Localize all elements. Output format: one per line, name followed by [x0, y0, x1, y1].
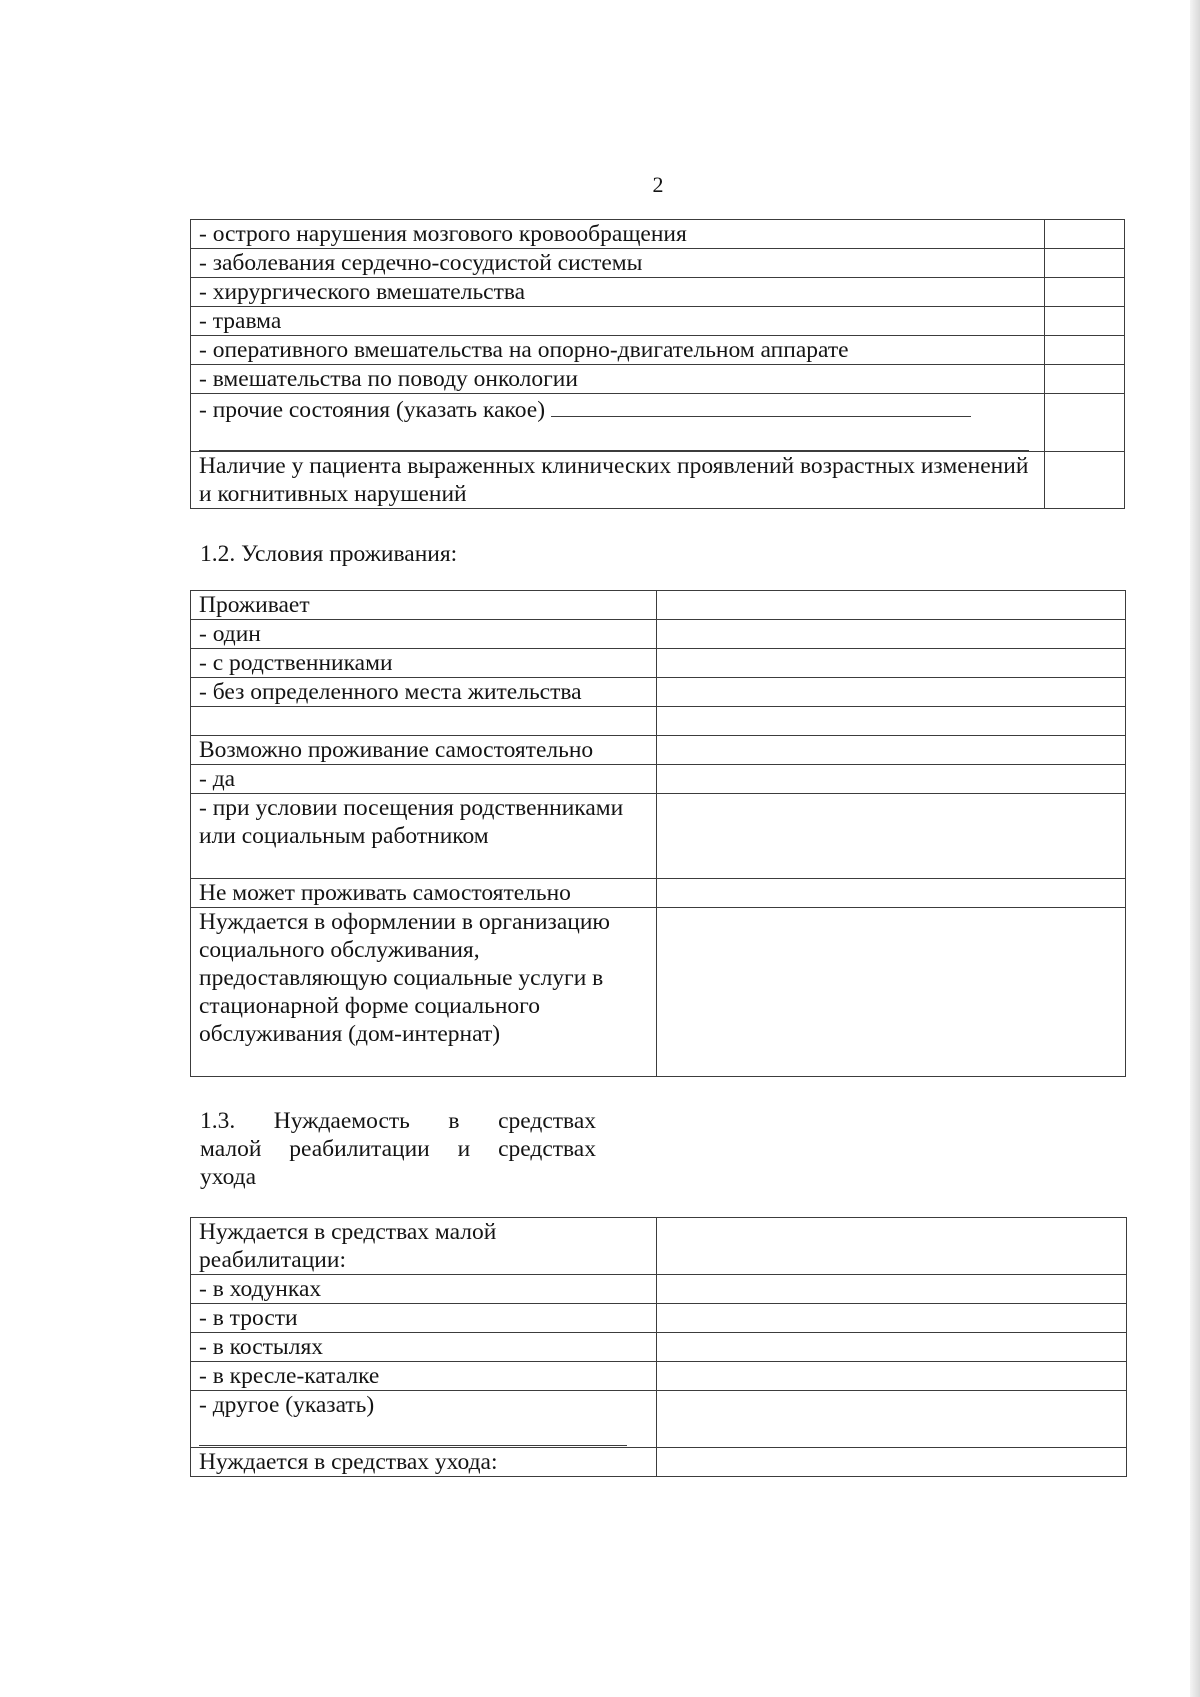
- answer-cell[interactable]: [657, 620, 1126, 649]
- table-row: [191, 1333, 1127, 1362]
- conditions-table: [190, 219, 1125, 509]
- answer-cell[interactable]: [1045, 307, 1125, 336]
- answer-cell[interactable]: [657, 1304, 1127, 1333]
- section-title-line: ухода: [200, 1164, 257, 1190]
- row-label: - вмешательства по поводу онкологии: [191, 365, 1045, 394]
- row-label: Не может проживать самостоятельно: [191, 879, 657, 908]
- table-row: [191, 591, 1126, 620]
- row-label: Нуждается в средствах ухода:: [191, 1448, 657, 1477]
- row-label: - оперативного вмешательства на опорно-двигательном аппарате: [191, 336, 1045, 365]
- answer-cell[interactable]: [1045, 220, 1125, 249]
- table-row: [191, 879, 1126, 908]
- answer-cell[interactable]: [657, 879, 1126, 908]
- table-row: [191, 794, 1126, 879]
- table-row: [191, 278, 1125, 307]
- table-row: [191, 307, 1125, 336]
- answer-cell[interactable]: [657, 1391, 1127, 1448]
- fill-in-line[interactable]: [199, 424, 1029, 451]
- table-row: [191, 649, 1126, 678]
- table-row: [191, 736, 1126, 765]
- table-row: [191, 1275, 1127, 1304]
- table-row: [191, 765, 1126, 794]
- row-label: [191, 707, 657, 736]
- row-label: - хирургического вмешательства: [191, 278, 1045, 307]
- row-label: - заболевания сердечно-сосудистой системы: [191, 249, 1045, 278]
- section-title: 1.2. Условия проживания:: [200, 541, 458, 567]
- table-row: [191, 1448, 1127, 1477]
- living-conditions-table: [190, 590, 1126, 1077]
- table-row: [191, 1218, 1127, 1275]
- fill-in-line[interactable]: [199, 1419, 627, 1446]
- answer-cell[interactable]: [657, 1448, 1127, 1477]
- answer-cell[interactable]: [657, 765, 1126, 794]
- answer-cell[interactable]: [1045, 365, 1125, 394]
- row-label: - да: [191, 765, 657, 794]
- answer-cell[interactable]: [657, 1218, 1127, 1275]
- answer-cell[interactable]: [657, 908, 1126, 1077]
- table-row: [191, 908, 1126, 1077]
- answer-cell[interactable]: [657, 591, 1126, 620]
- table-row: [191, 336, 1125, 365]
- answer-cell[interactable]: [657, 649, 1126, 678]
- row-label: - в трости: [191, 1304, 657, 1333]
- row-label: - травма: [191, 307, 1045, 336]
- row-label: - острого нарушения мозгового кровообращения: [191, 220, 1045, 249]
- answer-cell[interactable]: [1045, 249, 1125, 278]
- table-row: [191, 620, 1126, 649]
- scan-edge: [1190, 0, 1200, 1697]
- row-label: Нуждается в средствах малой реабилитации:: [191, 1218, 657, 1275]
- answer-cell[interactable]: [657, 1275, 1127, 1304]
- section-title-line: малой реабилитации и средствах: [200, 1136, 596, 1162]
- answer-cell[interactable]: [657, 1362, 1127, 1391]
- section-title-line: 1.3. Нуждаемость в средствах: [200, 1108, 596, 1134]
- table-row: [191, 678, 1126, 707]
- row-label: - один: [191, 620, 657, 649]
- table-row: [191, 1304, 1127, 1333]
- answer-cell[interactable]: [657, 736, 1126, 765]
- row-label: Возможно проживание самостоятельно: [191, 736, 657, 765]
- table-row: [191, 452, 1125, 509]
- row-label: Наличие у пациента выраженных клинических проявлений возрастных изменений и когнитивных нарушений: [191, 452, 1045, 509]
- table-row: [191, 394, 1125, 452]
- page-number: 2: [652, 172, 664, 197]
- table-row: [191, 249, 1125, 278]
- fill-in-line[interactable]: [551, 394, 971, 417]
- answer-cell[interactable]: [1045, 278, 1125, 307]
- answer-cell[interactable]: [657, 678, 1126, 707]
- answer-cell[interactable]: [1045, 336, 1125, 365]
- answer-cell[interactable]: [657, 707, 1126, 736]
- answer-cell[interactable]: [657, 1333, 1127, 1362]
- table-row: [191, 1362, 1127, 1391]
- row-label: - без определенного места жительства: [191, 678, 657, 707]
- other-aid-cell: [191, 1391, 657, 1448]
- row-label: - в кресле-каталке: [191, 1362, 657, 1391]
- other-condition-cell: [191, 394, 1045, 452]
- row-label: - прочие состояния (указать какое): [199, 397, 546, 423]
- row-label: - другое (указать): [199, 1392, 375, 1418]
- row-label: Нуждается в оформлении в организацию социального обслуживания, предоставляющую социальные услуги в стационарной форме социального обслуживания (дом-интернат): [191, 908, 657, 1077]
- table-row: [191, 1391, 1127, 1448]
- row-label: - в костылях: [191, 1333, 657, 1362]
- rehab-aids-table: [190, 1217, 1127, 1477]
- answer-cell[interactable]: [657, 794, 1126, 879]
- row-label: - в ходунках: [191, 1275, 657, 1304]
- section-title: [200, 1107, 596, 1191]
- row-label: - при условии посещения родственниками или социальным работником: [191, 794, 657, 879]
- row-label: - с родственниками: [191, 649, 657, 678]
- table-row: [191, 707, 1126, 736]
- answer-cell[interactable]: [1045, 394, 1125, 452]
- table-row: [191, 220, 1125, 249]
- row-label: Проживает: [191, 591, 657, 620]
- table-row: [191, 365, 1125, 394]
- answer-cell[interactable]: [1045, 452, 1125, 509]
